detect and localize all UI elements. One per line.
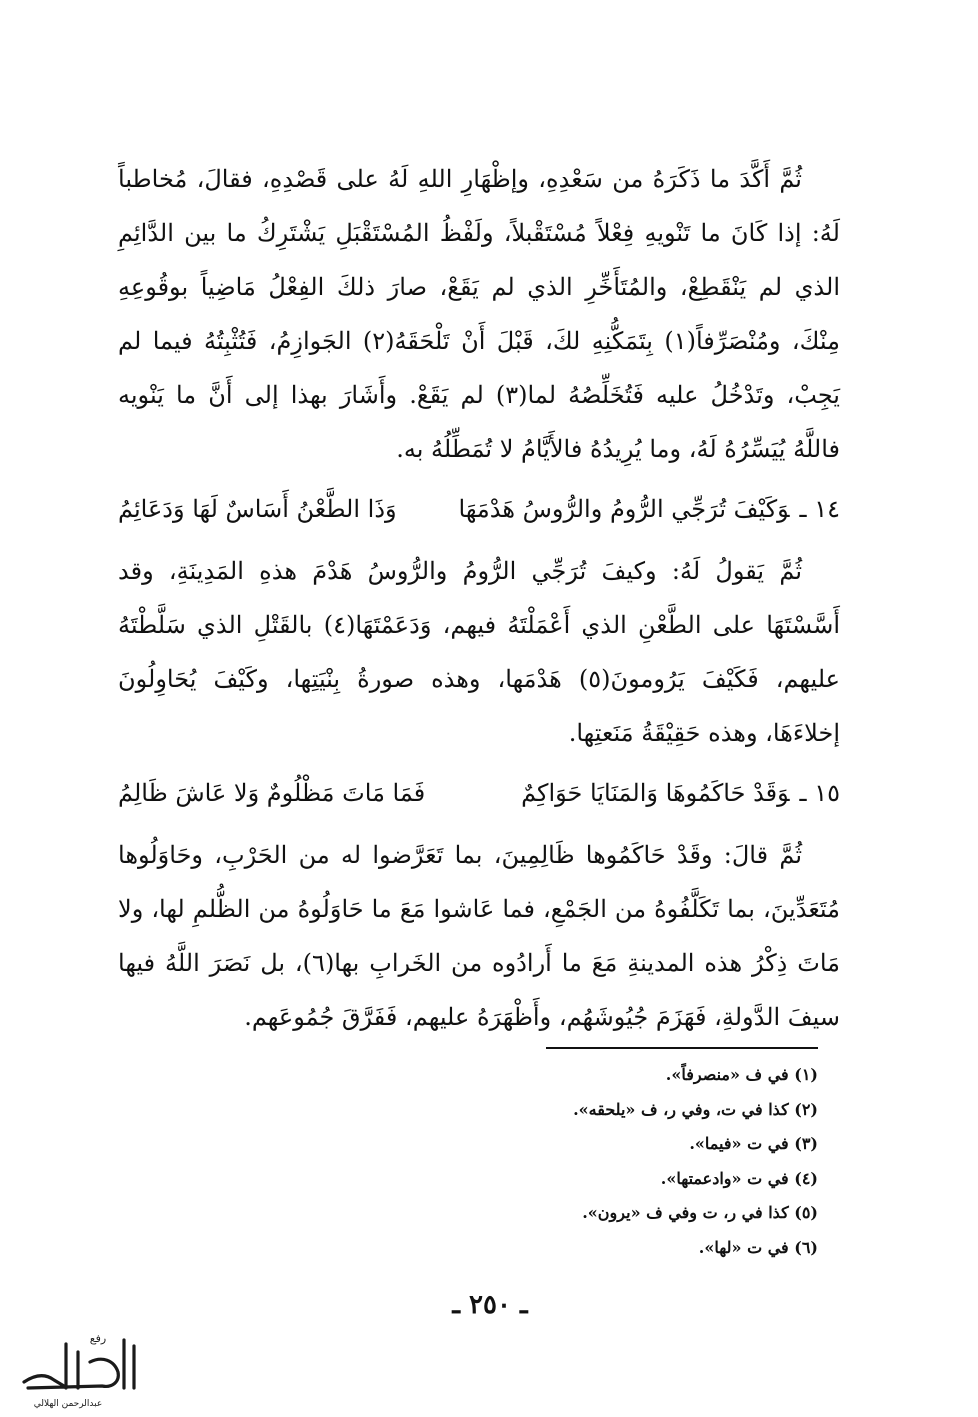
paragraph-3: ثُمَّ قالَ: وقَدْ حَاكَمُوها ظَالِمِينَ، بما تَعَرَّضوا له من الحَرْبِ، وحَاوَلُوها مُتَعَدِّينَ، بما تَكَلَّفُوهُ من الجَمْعِ، فما عَاشوا مَعَ ما حَاوَلُوهُ من الظُّلمِ لها، ولا مَاتَ ذِكْرُ هذه المدينةِ مَعَ ما أَرادُوه من الخَرابِ بها(٦)، بل نَصَرَ اللَّهُ فيها سيفَ الدَّولةِ، فَهَزَمَ جُيُوشَهُم، وأَظْهَرَهُ عليهم، فَفَرَّقَ جُمُوعَهم. bbox=[118, 841, 840, 1031]
verse-15 bbox=[118, 766, 840, 820]
verse-15-first-text: وَقَدْ حَاكَمُوهَا وَالمَنَايَا حَوَاكِمٌ bbox=[521, 779, 790, 807]
page-number: ـ ٢٥٠ ـ bbox=[452, 1290, 528, 1320]
footnote-3: (٣) في ت «فيما». bbox=[689, 1134, 818, 1153]
footnote-2: (٢) كذا في ت، وفي ر، ف «يلحقه». bbox=[573, 1099, 818, 1119]
main-text bbox=[118, 152, 840, 1044]
calligraphy-logo bbox=[6, 1322, 146, 1414]
verse-14-first-hemistich bbox=[459, 482, 841, 536]
paragraph-2: ثُمَّ يَقولُ لَهُ: وكيفَ تُرَجِّي الرُّومُ والرُّوسُ هَدْمَ هذهِ المَدِينَةِ، وقد أَسَّسْتَهَا على الطَّعْنِ الذي أَعْمَلْتَهُ فيهم، وَدَعَمْتَهَا(٤) بالقَتْلِ الذي سَلَّطْتَهُ عليهم، فَكَيْفَ يَرُومونَ(٥) هَدْمَها، وهذه صورةُ بِنْيَتِها، وكَيْفَ يُحَاوِلُونَ إخلاءَهَا، وهذه حَقِيْقَةُ مَنَعتِها. bbox=[118, 557, 841, 747]
verse-14-second-hemistich: وَذَا الطَّعْنُ أَسَاسٌ لَهَا وَدَعَائِمُ bbox=[118, 495, 397, 523]
logo-sub-text: عبدالرحمن الهلالي bbox=[33, 1399, 103, 1409]
verse-15-number: ١٥ ـ bbox=[799, 779, 840, 807]
footnote-5: (٥) كذا في ر، ت وفي ف «يرون». bbox=[582, 1203, 818, 1222]
footnote-separator bbox=[546, 1047, 818, 1049]
verse-15-second-hemistich: فَمَا مَاتَ مَظْلُومٌ وَلا عَاشَ ظَالِمُ bbox=[118, 779, 426, 807]
verse-15-first-hemistich bbox=[521, 766, 840, 820]
logo-main-text: المسبَرهم bbox=[73, 1384, 79, 1385]
footnote-1: (١) في ف «منصرفاً». bbox=[665, 1065, 818, 1084]
verse-14-first-text: وَكَيْفَ تُرَجِّي الرُّومُ والرُّوسُ هَدْمَهَا bbox=[458, 495, 790, 523]
footnotes bbox=[480, 1058, 818, 1265]
verse-14 bbox=[118, 482, 840, 536]
footnote-6: (٦) في ت «لها». bbox=[698, 1237, 818, 1257]
paragraph-1: ثُمَّ أَكَّدَ ما ذَكَرَهُ من سَعْدِهِ، وإظْهَارِ اللهِ لَهُ على قَصْدِهِ، فقالَ، مُخاطباً لَهُ: إذا كَانَ ما تَنْويهِ فِعْلاً مُسْتَقْبلاً، ولَفْظُ المُسْتَقْبَلِ يَشْتَرِكُ ما بين الدَّائِمِ الذي لم يَنْقَطِعْ، والمُتَأَخِّرِ الذي لم يَقَعْ، صارَ ذلكَ الفِعْلُ مَاضِياً بوقُوعِهِ مِنْكَ، ومُنْصَرِّفاً(١) بِتَمَكُّنِهِ لكَ، قَبْلَ أَنْ تَلْحَقَهُ(٢) الجَوازِمُ، فَتُثْبِتُهُ فيما لم يَجِبْ، وتَدْخُلُ عليه فَتُخَلِّصُهُ لما(٣) لم يَقَعْ. وأَشَارَ بهذا إلى أَنَّ ما يَنْويه فاللَّهُ يُيَسِّرُهُ لَهُ، وما يُرِيدُهُ فالأَيَّامُ لا تُمَطِّلُهُ به. bbox=[118, 165, 841, 463]
footnote-4: (٤) في ت «وادعمتها». bbox=[660, 1168, 818, 1188]
logo-top-text: رفع bbox=[89, 1332, 107, 1345]
verse-14-number: ١٤ ـ bbox=[799, 495, 840, 523]
